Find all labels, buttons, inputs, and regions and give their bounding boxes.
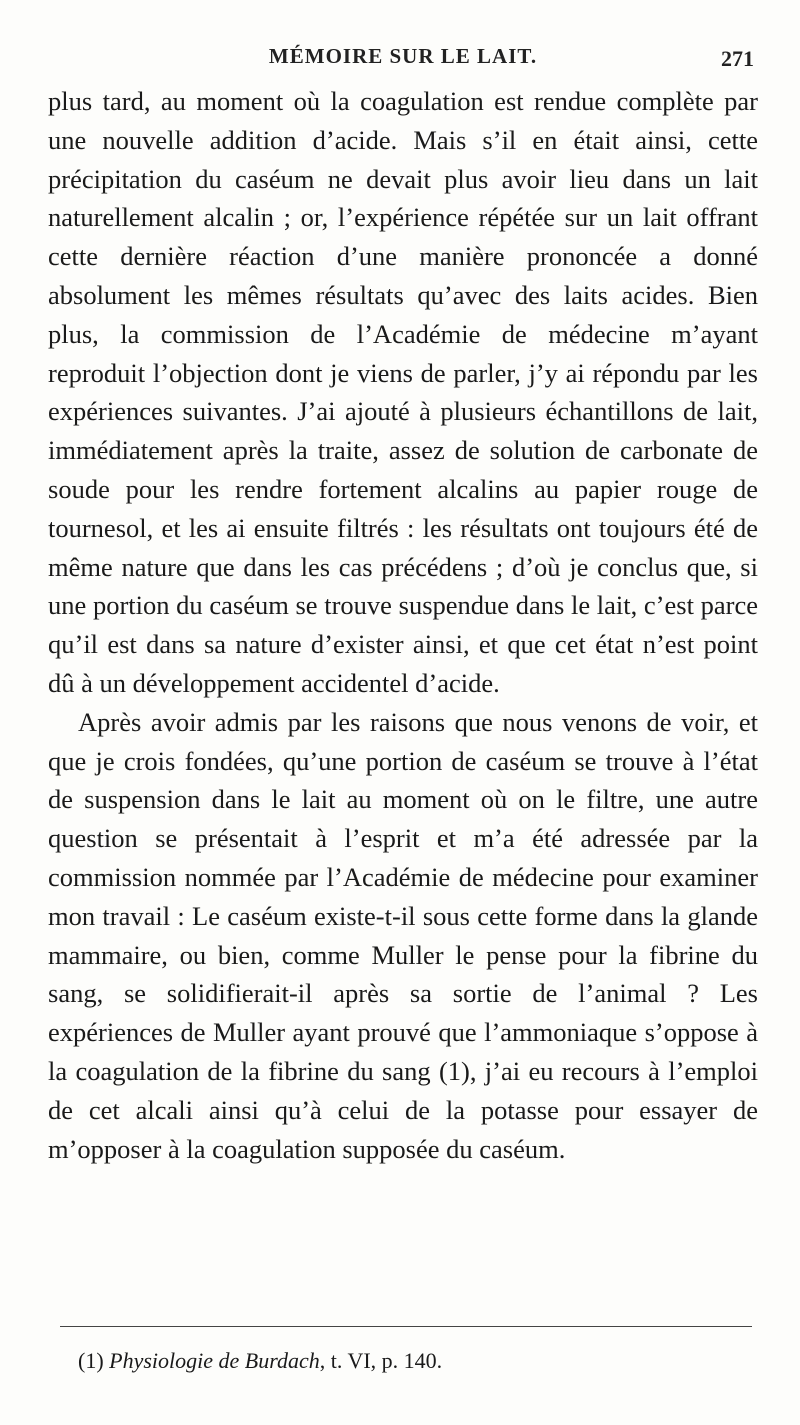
- body-text: [48, 82, 758, 1168]
- footnote-title: Physiologie de Burdach: [109, 1348, 320, 1373]
- footnote: [78, 1348, 442, 1374]
- footnote-rule: [60, 1326, 752, 1327]
- footnote-reference: , t. VI, p. 140.: [319, 1348, 443, 1373]
- running-title: MÉMOIRE SUR LE LAIT.: [268, 44, 538, 68]
- page-number: 271: [721, 46, 754, 71]
- paragraph-1: plus tard, au moment où la coagulation est rendue complète par une nouvelle addition d’acide. Mais s’il en était ainsi, cette précipitation du caséum ne devait plus avoir lieu dans un lait naturellement alcalin ; or, l’expérience répétée sur un lait offrant cette dernière réaction d’une manière prononcée a donné absolument les mêmes résultats qu’avec des laits acides. Bien plus, la commission de l’Académie de médecine m’ayant reproduit l’objection dont je viens de parler, j’y ai répondu par les expériences suivantes. J’ai ajouté à plusieurs échantillons de lait, immédiatement après la traite, assez de solution de carbonate de soude pour les rendre fortement alcalins au papier rouge de tournesol, et les ai ensuite filtrés : les résultats ont toujours été de même nature que dans les cas précédens ; d’où je conclus que, si une portion du caséum se trouve suspendue dans le lait, c’est parce qu’il est dans sa nature d’exister ainsi, et que cet état n’est point dû à un développement accidentel d’acide.: [48, 86, 758, 698]
- paragraph-2: Après avoir admis par les raisons que nous venons de voir, et que je crois fondées, qu’une portion de caséum se trouve à l’état de suspension dans le lait au moment où on le filtre, une autre question se présentait à l’esprit et m’a été adressée par la commission nommée par l’Académie de médecine pour examiner mon travail : Le caséum existe-t-il sous cette forme dans la glande mammaire, ou bien, comme Muller le pense pour la fibrine du sang, se solidifierait-il après sa sortie de l’animal ? Les expériences de Muller ayant prouvé que l’ammoniaque s’oppose à la coagulation de la fibrine du sang (1), j’ai eu recours à l’emploi de cet alcali ainsi qu’à celui de la potasse pour essayer de m’opposer à la coagulation supposée du caséum.: [48, 706, 758, 1164]
- page: [48, 38, 758, 1168]
- running-head: [48, 38, 758, 78]
- footnote-marker: (1): [78, 1348, 104, 1373]
